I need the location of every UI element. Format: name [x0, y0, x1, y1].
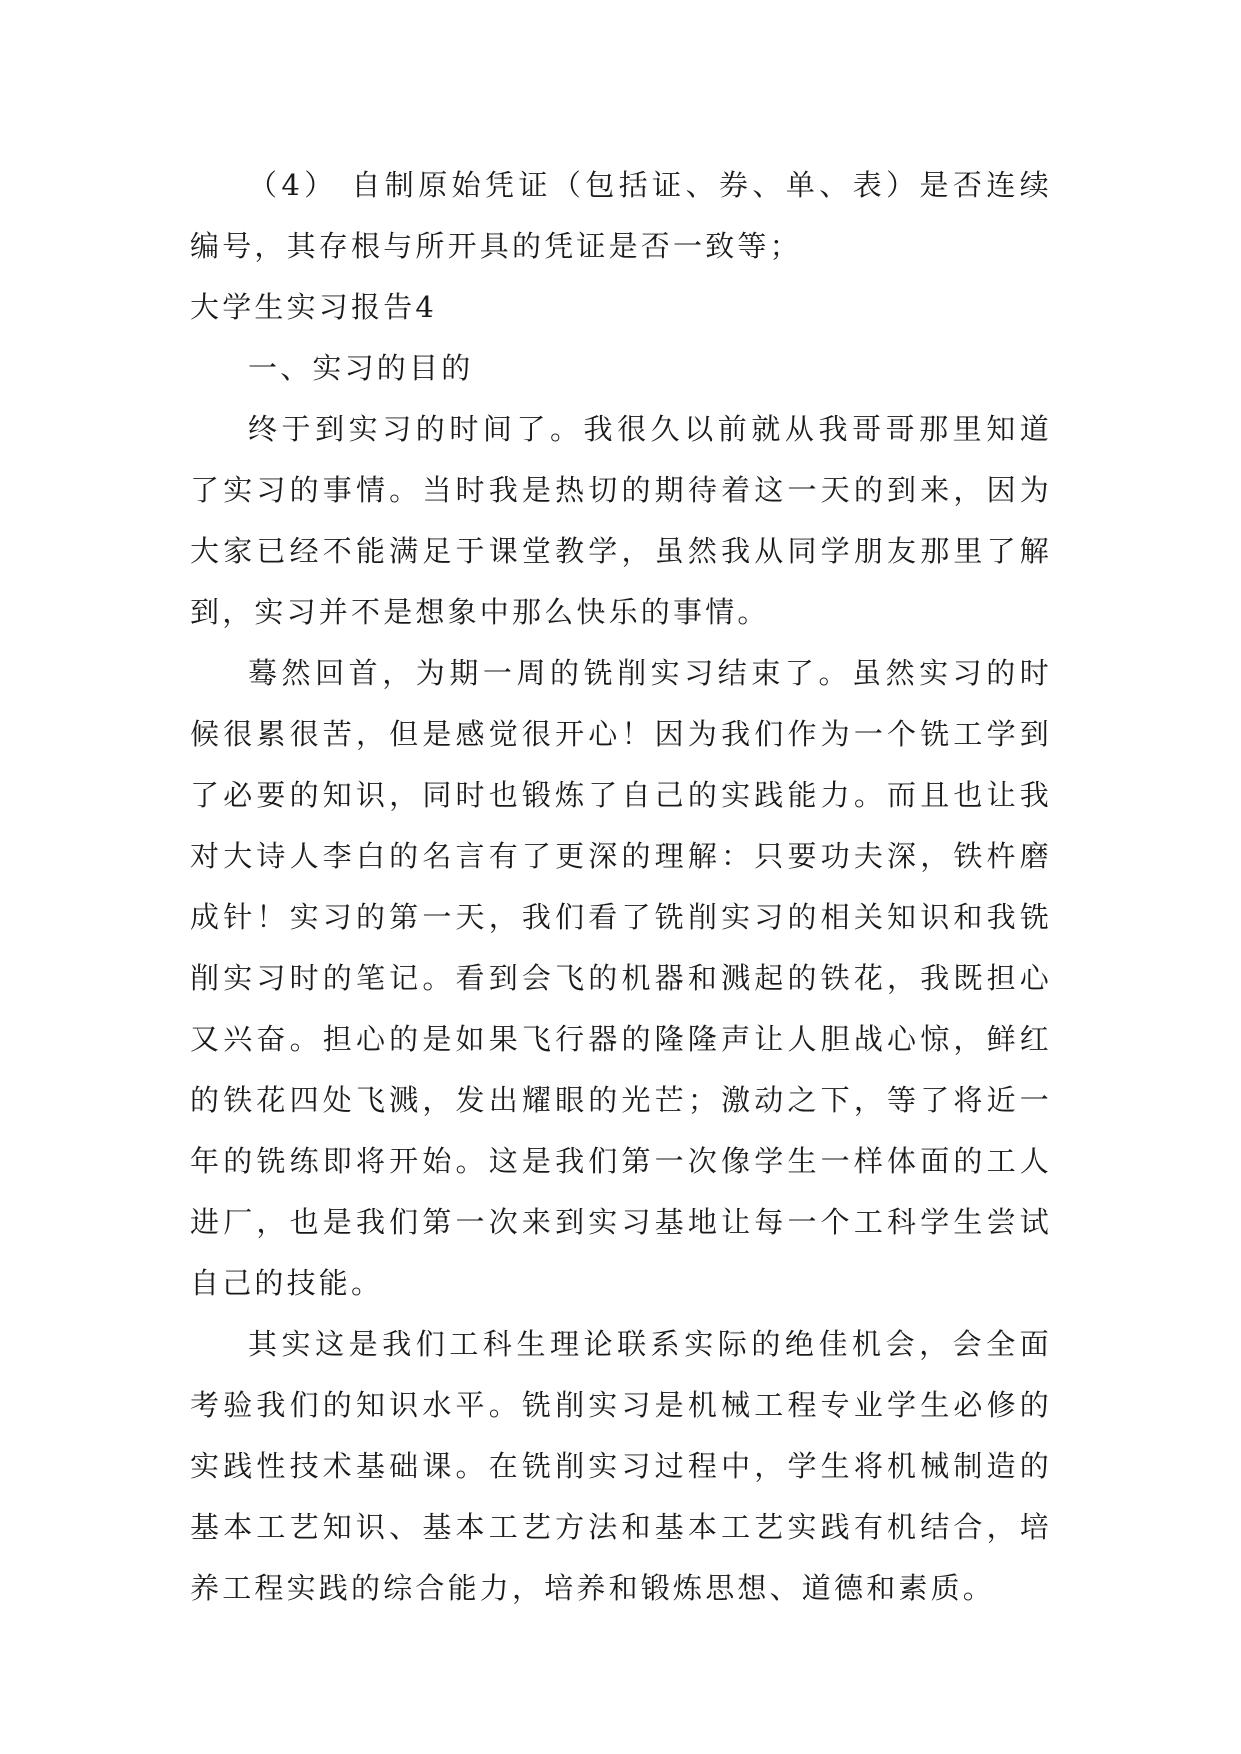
paragraph-intro: 终于到实习的时间了。我很久以前就从我哥哥那里知道了实习的事情。当时我是热切的期待着这一天的到来，因为大家已经不能满足于课堂教学，虽然我从同学朋友那里了解到，实习并不是想象中那么快乐的事情。 — [190, 412, 1052, 629]
document-body — [190, 155, 1052, 1619]
section-title-purpose: 一、实习的目的 — [248, 351, 474, 385]
report-heading: 大学生实习报告4 — [190, 290, 438, 324]
paragraph-milling-experience: 蓦然回首，为期一周的铣削实习结束了。虽然实习的时候很累很苦，但是感觉很开心！因为我们作为一个铣工学到了必要的知识，同时也锻炼了自己的实践能力。而且也让我对大诗人李白的名言有了更深的理解：只要功夫深，铁杵磨成针！实习的第一天，我们看了铣削实习的相关知识和我铣削实习时的笔记。看到会飞的机器和溅起的铁花，我既担心又兴奋。担心的是如果飞行器的隆隆声让人胆战心惊，鲜红的铁花四处飞溅，发出耀眼的光芒；激动之下，等了将近一年的铣练即将开始。这是我们第一次像学生一样体面的工人进厂，也是我们第一次来到实习基地让每一个工科学生尝试自己的技能。 — [190, 656, 1052, 1300]
paragraph-voucher-check: （4） 自制原始凭证（包括证、券、单、表）是否连续编号，其存根与所开具的凭证是否一致等； — [190, 168, 1052, 263]
paragraph-milling-course: 其实这是我们工科生理论联系实际的绝佳机会，会全面考验我们的知识水平。铣削实习是机械工程专业学生必修的实践性技术基础课。在铣削实习过程中，学生将机械制造的基本工艺知识、基本工艺方法和基本工艺实践有机结合，培养工程实践的综合能力，培养和锻炼思想、道德和素质。 — [190, 1327, 1052, 1605]
